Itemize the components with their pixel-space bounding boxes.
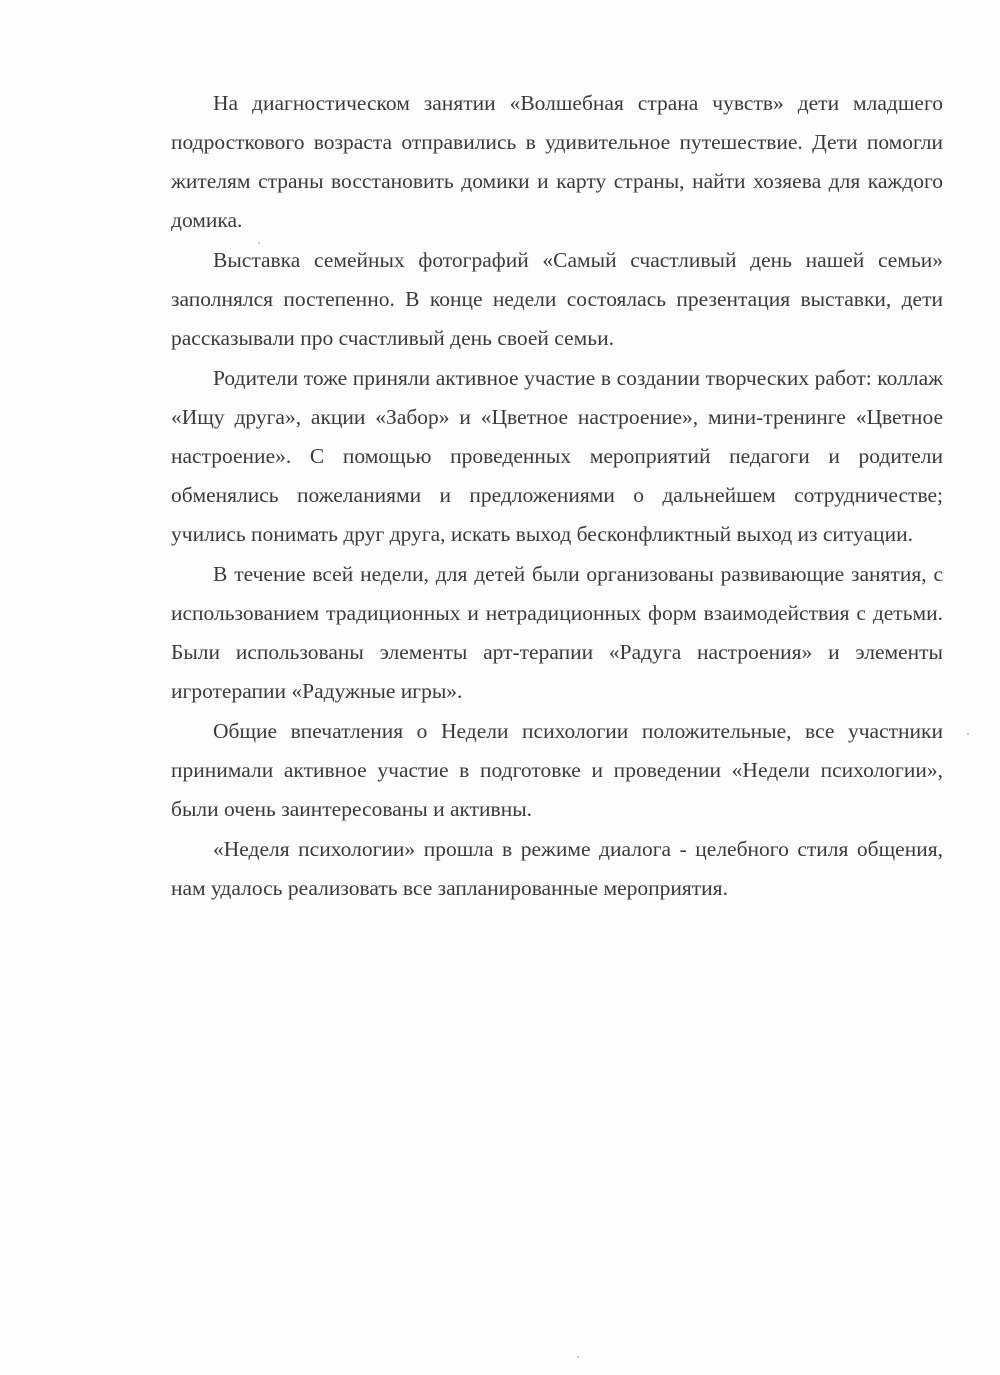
paragraph-3: Родители тоже приняли активное участие в создании творческих работ: коллаж «Ищу друга», акции «Забор» и «Цветное настроение», мини-тренинге «Цветное настроение». С помощью проведенных мероприятий педагоги и родители обменялись пожеланиями и предложениями о дальнейшем сотрудничестве; учились понимать друг друга, искать выход бесконфликтный выход из ситуации. — [171, 366, 943, 546]
paragraph-2: Выставка семейных фотографий «Самый счастливый день нашей семьи» заполнялся постепенно. В конце недели состоялась презентация выставки, дети рассказывали про счастливый день своей семьи. — [171, 248, 943, 350]
scan-speck — [258, 242, 260, 244]
paragraph-6: «Неделя психологии» прошла в режиме диалога - целебного стиля общения, нам удалось реализовать все запланированные мероприятия. — [171, 837, 943, 900]
paragraph-5: Общие впечатления о Недели психологии положительные, все участники принимали активное участие в подготовке и проведении «Недели психологии», были очень заинтересованы и активны. — [171, 719, 943, 821]
scan-speck — [577, 1356, 579, 1358]
paragraph-4: В течение всей недели, для детей были организованы развивающие занятия, с использованием традиционных и нетрадиционных форм взаимодействия с детьми. Были использованы элементы арт-терапии «Радуга настроения» и элементы игротерапии «Радужные игры». — [171, 562, 943, 703]
document-body — [171, 84, 943, 909]
paragraph-1: На диагностическом занятии «Волшебная страна чувств» дети младшего подросткового возраста отправились в удивительное путешествие. Дети помогли жителям страны восстановить домики и карту страны, найти хозяева для каждого домика. — [171, 91, 943, 232]
scan-speck — [967, 733, 969, 735]
